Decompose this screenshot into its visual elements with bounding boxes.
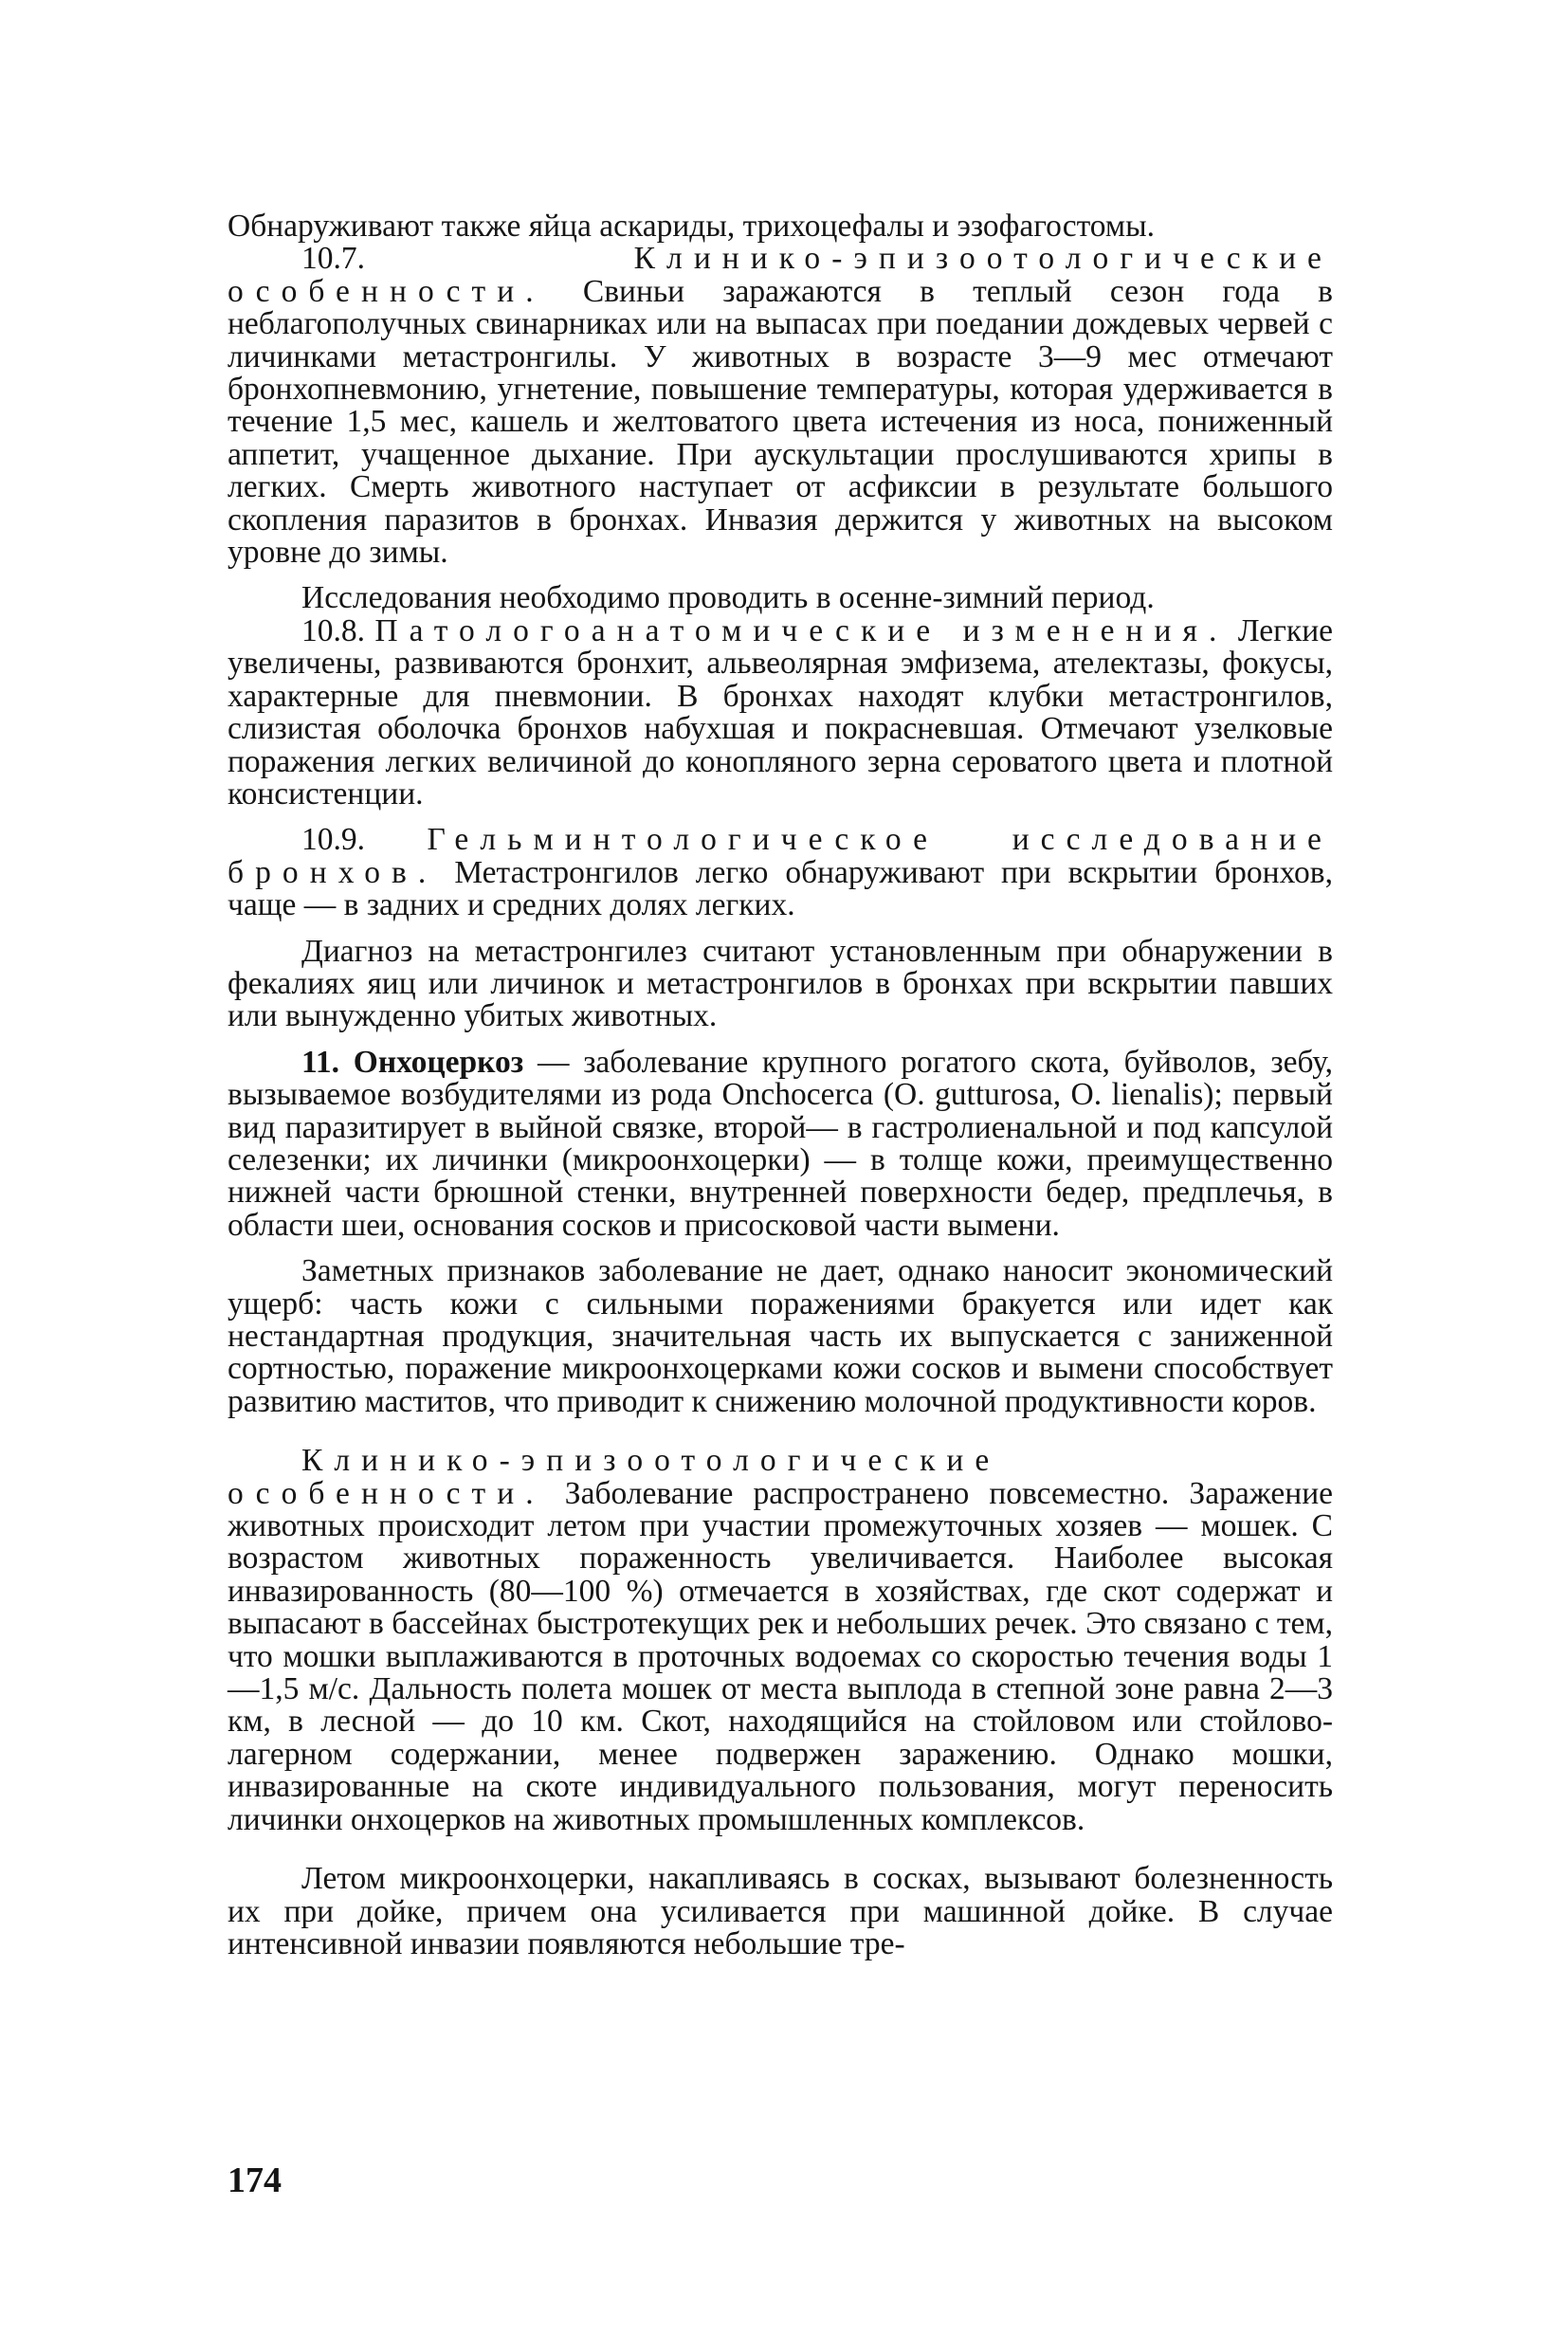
paragraph-intro: Обнаруживают также яйца аскариды, трихоцефалы и эзофагостомы. — [228, 209, 1155, 244]
section-11-clinical-heading: Клинико-эпизоотологические особенности. — [228, 1443, 1001, 1511]
section-10-8-heading: Патологоанатомические изменения. — [374, 612, 1229, 648]
section-10-8-text: Легкие увеличены, развиваются бронхит, альвеолярная эмфизема, ателектазы, фокусы, характерные для пневмонии. В бронхах находят клубки метастронгилов, слизистая оболочка бронхов набухшая и покрасневшая. Отмечают узелковые поражения легких величиной до конопляного зерна сероватого цвета и плотной консистенции. — [228, 612, 1333, 811]
section-11-heading: Онхоцеркоз — [353, 1044, 524, 1080]
page-body — [228, 210, 1333, 1960]
section-10-7-heading: Клинико-эпизоотологические особенности. — [228, 241, 1333, 309]
section-11-text: — заболевание крупного рогатого скота, буйволов, зебу, вызываемое возбудителями из рода Onchocerca (O. gutturosa, O. lienalis); первый вид паразитирует в выйной связке, второй— в гастролиенальной и под капсулой селезенки; их личинки (микроонхоцерки) — в толще кожи, преимущественно нижней части брюшной стенки, внутренней поверхности бедер, предплечья, в области шеи, основания сосков и присосковой части вымени. — [228, 1044, 1333, 1243]
section-10-7 — [228, 243, 1333, 569]
section-10-7-text: Свиньи заражаются в теплый сезон года в неблагополучных свинарниках или на выпасах при поедании дождевых червей с личинками метастронгилы. У животных в возрасте 3—9 мес отмечают бронхопневмонию, угнетение, повышение температуры, которая удерживается в течение 1,5 мес, кашель и желтоватого цвета истечения из носа, пониженный аппетит, учащенное дыхание. При аускультации прослушиваются хрипы в легких. Смерть животного наступает от асфиксии в результате большого скопления паразитов в бронхах. Инвазия держится у животных на высоком уровне до зимы. — [228, 273, 1333, 571]
paragraph-research-period: Исследования необходимо проводить в осенне-зимний период. — [301, 580, 1155, 616]
section-10-9-text: Метастронгилов легко обнаруживают при вскрытии бронхов, чаще — в задних и средних долях легких. — [228, 854, 1333, 923]
section-11-clinical — [228, 1445, 1333, 1836]
section-10-9-heading: Гельминтологическое исследование бронхов. — [228, 822, 1333, 890]
page-number: 174 — [228, 2161, 282, 2200]
section-11-clinical-text: Заболевание распространено повсеместно. Заражение животных происходит летом при участии промежуточных хозяев — мошек. С возрастом животных пораженность увеличивается. Наиболее высокая инвазированность (80—100 %) отмечается в хозяйствах, где скот содержат и выпасают в бассейнах быстротекущих рек и небольших речек. Это связано с тем, что мошки выплаживаются в проточных водоемах со скоростью течения воды 1—1,5 м/с. Дальность полета мошек от места выплода в степной зоне равна 2—3 км, в лесной — до 10 км. Скот, находящийся на стойловом или стойлово-лагерном содержании, менее подвержен заражению. Однако мошки, инвазированные на скоте индивидуального пользования, могут переносить личинки онхоцерков на животных промышленных комплексов. — [228, 1475, 1333, 1837]
section-10-7-number: 10.7. — [301, 241, 634, 277]
section-11-number: 11. — [301, 1044, 354, 1080]
section-10-9 — [228, 824, 1333, 921]
paragraph-diagnosis: Диагноз на метастронгилез считают установленным при обнаружении в фекалиях яиц или личинок и метастронгилов в бронхах при вскрытии павших или вынужденно убитых животных. — [228, 933, 1333, 1034]
section-11 — [228, 1044, 1333, 1243]
paragraph-summer-lesions: Летом микроонхоцерки, накапливаясь в сосках, вызывают болезненность их при дойке, причем она усиливается при машинной дойке. В случае интенсивной инвазии появляются небольшие тре- — [228, 1861, 1333, 1961]
paragraph-economic-damage: Заметных признаков заболевание не дает, однако наносит экономический ущерб: часть кожи с сильными поражениями бракуется или идет как нестандартная продукция, значительная часть их выпускается с заниженной сортностью, поражение микроонхоцерками кожи сосков и вымени способствует развитию маститов, что приводит к снижению молочной продуктивности коров. — [228, 1253, 1333, 1419]
section-10-9-number: 10.9. — [301, 822, 428, 858]
section-10-8 — [228, 612, 1333, 811]
section-10-8-number: 10.8. — [301, 612, 375, 648]
